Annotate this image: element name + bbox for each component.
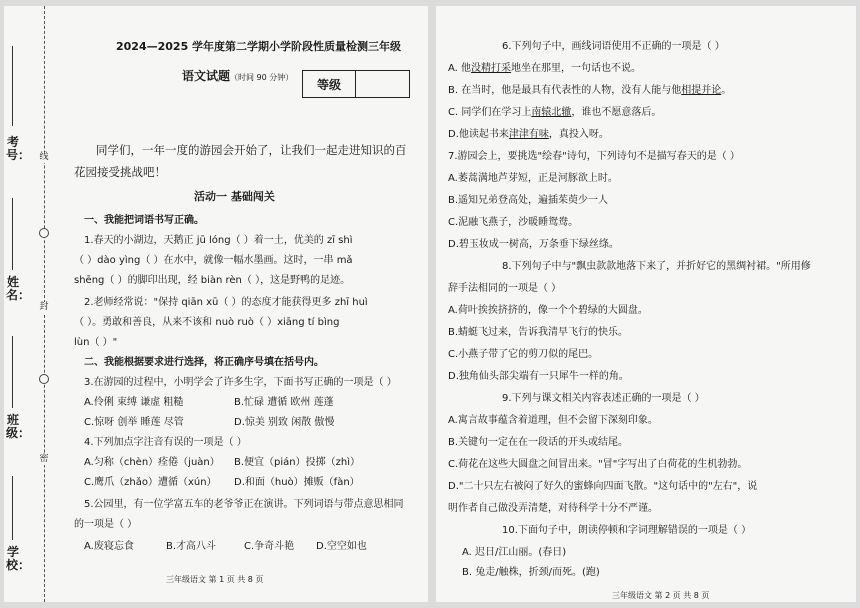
exam-header-title: 2024—2025 学年度第二学期小学阶段性质量检测三年级 <box>116 40 402 53</box>
q8-stem-line-2: 辞手法相同的一项是（ ） <box>448 283 562 294</box>
q3-option-d[interactable]: D.惊美 别致 闲散 傲慢 <box>234 417 335 428</box>
q6-c-underlined: 南辕北辙 <box>531 107 572 118</box>
section-1-heading: 一、我能把词语书写正确。 <box>84 215 204 226</box>
q6-a-underlined: 没精打采 <box>471 63 512 74</box>
q8-option-a[interactable]: A.荷叶挨挨挤挤的，像一个个碧绿的大圆盘。 <box>448 305 648 316</box>
q6-option-b[interactable] <box>448 84 731 97</box>
q2-line-2: （ ）。勇敢和善良，从来不该和 nuò ruò（ ）xiāng tí bìng <box>74 317 340 328</box>
binding-word-close: 密 <box>37 454 51 465</box>
q4-option-d[interactable]: D.和面（huò）摊贩（fàn） <box>234 477 360 488</box>
intro-line-2: 花园接受挑战吧！ <box>74 165 166 179</box>
q4-stem: 4.下列加点字注音有误的一项是（ ） <box>84 437 247 448</box>
grade-label: 等级 <box>303 71 356 97</box>
q5-option-b[interactable]: B.才高八斗 <box>166 541 217 552</box>
page-1-content <box>54 6 422 602</box>
q6-a-post: 地坐在那里，一句话也不说。 <box>511 63 642 74</box>
q7-option-c[interactable]: C.泥融飞燕子，沙暖睡鸳鸯。 <box>448 217 579 228</box>
q6-option-c[interactable] <box>448 106 661 119</box>
q1-line-3: shēng（ ）的脚印出现，经 biàn rèn（ ），这是野鸭的足迹。 <box>74 275 351 286</box>
binding-hole <box>39 374 49 384</box>
exam-number-field[interactable] <box>12 46 13 126</box>
q8-option-c[interactable]: C.小燕子带了它的剪刀似的尾巴。 <box>448 349 599 360</box>
q7-stem: 7.游园会上，要挑选"绘春"诗句，下列诗句不是描写春天的是（ ） <box>448 151 740 162</box>
q3-option-c[interactable]: C.惊呀 创举 睡莲 尽管 <box>84 417 184 428</box>
q6-c-post: ，谁也不愿意落后。 <box>571 107 662 118</box>
q10-stem: 10.下面句子中，朗读停顿和字词理解错误的一项是（ ） <box>502 525 752 536</box>
q10-option-b[interactable]: B. 兔走/触株，折颈/而死。(跑) <box>462 567 600 578</box>
q5-option-d[interactable]: D.空空如也 <box>316 541 367 552</box>
page-1-footer: 三年级语文 第 1 页 共 8 页 <box>166 575 264 584</box>
q1-line-1: 1.春天的小湖边，天鹅正 jū lóng（ ）着一土，优美的 zī shì <box>84 235 353 246</box>
q4-option-a[interactable]: A.匀称（chèn）痊倦（juàn） <box>84 457 220 468</box>
q8-option-d[interactable]: D.独角仙头部尖端有一只犀牛一样的角。 <box>448 371 629 382</box>
exam-page-2 <box>436 6 856 602</box>
q2-line-1: 2.老师经常说："保持 qiān xū（ ）的态度才能获得更多 zhī huì <box>84 297 368 308</box>
school-field[interactable] <box>12 476 13 540</box>
binding-word-line: 线 <box>37 152 51 163</box>
school-label: 学校： <box>6 545 31 572</box>
q3-option-a[interactable]: A.伶俐 束缚 谦虚 粗糙 <box>84 397 184 408</box>
class-field[interactable] <box>12 336 13 408</box>
exam-number-label: 考号： <box>6 135 31 162</box>
q6-stem: 6.下列句子中，画线词语使用不正确的一项是（ ） <box>502 41 725 52</box>
exam-page-1 <box>4 6 428 602</box>
q6-option-d[interactable] <box>448 128 609 141</box>
q6-c-pre: C. 同学们在学习上 <box>448 107 532 118</box>
intro-line-1: 同学们，一年一度的游园会开始了，让我们一起走进知识的百 <box>96 143 407 157</box>
q10-option-a[interactable]: A. 迟日/江山丽。(春日) <box>462 547 567 558</box>
q5-option-a[interactable]: A.废寝忘食 <box>84 541 134 552</box>
section-2-heading: 二、我能根据要求进行选择，将正确序号填在括号内。 <box>84 357 324 368</box>
subject-title-text: 语文试题 <box>182 69 231 83</box>
q3-stem: 3.在游园的过程中，小明学会了许多生字，下面书写正确的一项是（ ） <box>84 377 397 388</box>
q6-d-underlined: 津津有味 <box>508 129 549 140</box>
q6-b-post: 。 <box>721 85 732 96</box>
q6-d-post: ，真投入呀。 <box>548 129 609 140</box>
q5-stem-line-1: 5.公园里，有一位学富五车的老爷爷正在演讲。下列词语与带点意思相同 <box>84 499 404 510</box>
binding-word-seal: 封 <box>37 302 51 313</box>
q9-option-c[interactable]: C.荷花在这些大圆盘之间冒出来。"冒"字写出了白荷花的生机勃勃。 <box>448 459 748 470</box>
q7-option-a[interactable]: A.萎蒿满地芦芽短，正是河豚欲上时。 <box>448 173 618 184</box>
q5-option-c[interactable]: C.争奇斗艳 <box>244 541 295 552</box>
q4-option-b[interactable]: B.便宜（pián）投掷（zhì） <box>234 457 360 468</box>
name-field[interactable] <box>12 198 13 270</box>
page-2-footer: 三年级语文 第 2 页 共 8 页 <box>612 591 710 600</box>
q4-option-c[interactable]: C.鹰爪（zhǎo）遭循（xún） <box>84 477 217 488</box>
q8-option-b[interactable]: B.蜻蜓飞过来，告诉我清早飞行的快乐。 <box>448 327 629 338</box>
q9-stem: 9.下列与课文相关内容表述正确的一项是（ ） <box>502 393 705 404</box>
q6-b-underlined: 相提并论 <box>681 85 722 96</box>
q8-stem-line-1: 8.下列句子中与"飘虫款款地落下来了，并折好它的黑绸衬裙。"所用修 <box>502 261 811 272</box>
q9-option-b[interactable]: B.关键句一定在在一段话的开头或结尾。 <box>448 437 629 448</box>
q9-option-d-line-2: 明作者自己做没弄清楚，对待科学十分不严谨。 <box>448 503 658 514</box>
q3-option-b[interactable]: B.忙碌 遭循 欧州 莲蓬 <box>234 397 334 408</box>
q9-option-d-line-1[interactable]: D."二十只左右被闷了好久的蜜蜂向四面飞散。"这句话中的"左右"，说 <box>448 481 758 492</box>
q7-option-b[interactable]: B.遥知兄弟登高处，遍插茱萸少一人 <box>448 195 609 206</box>
grade-box <box>302 70 410 98</box>
q9-option-a[interactable]: A.寓言故事蕴含着道理，但不会留下深刻印象。 <box>448 415 658 426</box>
name-label: 姓名： <box>6 275 31 302</box>
grade-value-cell[interactable] <box>356 71 408 97</box>
subject-title <box>182 70 293 84</box>
q6-option-a[interactable] <box>448 62 641 75</box>
time-note: （时间 90 分钟） <box>230 73 294 82</box>
q2-line-3: lùn（ ）" <box>74 337 118 348</box>
q6-b-pre: B. 在当时，他是最具有代表性的人物，没有人能与他 <box>448 85 682 96</box>
activity-heading: 活动一 基础闯关 <box>194 190 275 203</box>
q1-line-2: （ ）dào yìng（ ）在水中，就像一幅水墨画。这时，一串 mǎ <box>74 255 353 266</box>
q5-stem-line-2: 的一项是（ ） <box>74 519 138 530</box>
q6-a-pre: A. 他 <box>448 63 472 74</box>
q7-option-d[interactable]: D.碧玉妆成一树高，万条垂下绿丝绦。 <box>448 239 619 250</box>
binding-hole <box>39 228 49 238</box>
class-label: 班级： <box>6 413 31 440</box>
q6-d-pre: D.他读起书来 <box>448 129 509 140</box>
